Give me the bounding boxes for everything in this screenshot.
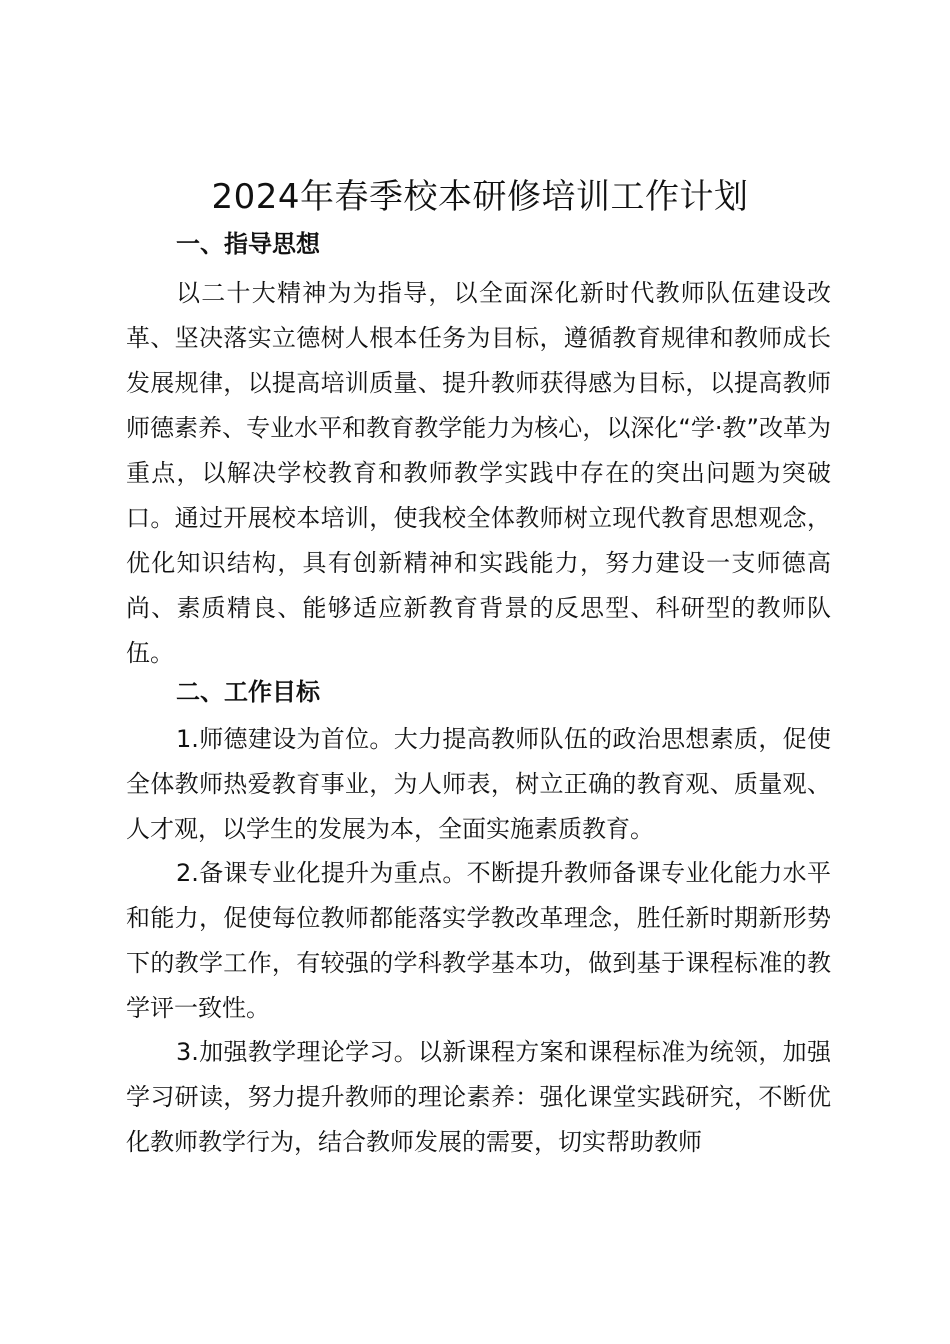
paragraph-goal-1: 1.师德建设为首位。大力提高教师队伍的政治思想素质，促使全体教师热爱教育事业，为人师表，树立正确的教育观、质量观、人才观，以学生的发展为本，全面实施素质教育。	[126, 725, 831, 843]
document-title: 2024年春季校本研修培训工作计划	[211, 177, 749, 217]
paragraph-guiding-ideology: 以二十大精神为为指导，以全面深化新时代教师队伍建设改革、坚决落实立德树人根本任务为目标，遵循教育规律和教师成长发展规律，以提高培训质量、提升教师获得感为目标，以提高教师师德素养、专业水平和教育教学能力为核心，以深化“学·教”改革为重点，以解决学校教育和教师教学实践中存在的突出问题为突破口。通过开展校本培训，使我校全体教师树立现代教育思想观念，优化知识结构，具有创新精神和实践能力，努力建设一支师德高尚、素质精良、能够适应新教育背景的反思型、科研型的教师队伍。	[126, 279, 831, 667]
section-heading-guiding-ideology: 一、指导思想	[176, 230, 320, 258]
paragraph-goal-3: 3.加强教学理论学习。以新课程方案和课程标准为统领，加强学习研读，努力提升教师的理论素养：强化课堂实践研究，不断优化教师教学行为，结合教师发展的需要，切实帮助教师	[126, 1038, 831, 1156]
paragraph-goal-2: 2.备课专业化提升为重点。不断提升教师备课专业化能力水平和能力，促使每位教师都能落实学教改革理念，胜任新时期新形势下的教学工作，有较强的学科教学基本功，做到基于课程标准的教学评一致性。	[126, 859, 831, 1022]
section-heading-work-goals: 二、工作目标	[176, 678, 320, 706]
